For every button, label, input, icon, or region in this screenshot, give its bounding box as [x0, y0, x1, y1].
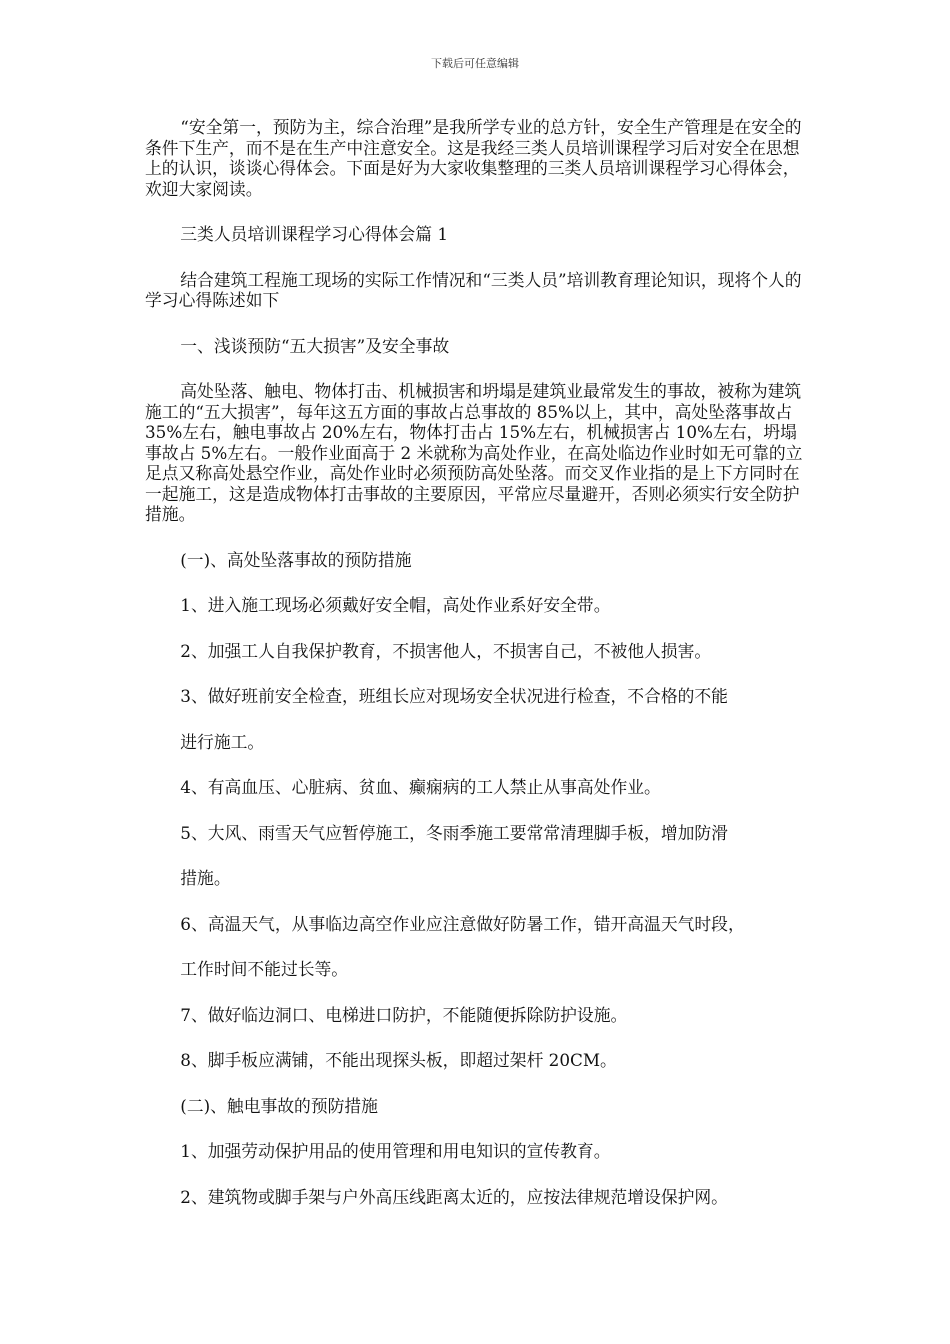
article-title: 三类人员培训课程学习心得体会篇 1: [180, 224, 448, 244]
list-item: 3、做好班前安全检查，班组长应对现场安全状况进行检查，不合格的不能: [180, 686, 728, 706]
list-item: 5、大风、雨雪天气应暂停施工，冬雨季施工要常常清理脚手板，增加防滑: [180, 822, 728, 843]
list-item: 4、有高血压、心脏病、贫血、癫痫病的工人禁止从事高处作业。: [180, 777, 661, 797]
section-heading-1: 一、浅谈预防“五大损害”及安全事故: [180, 335, 450, 356]
list-item: 8、脚手板应满铺，不能出现探头板，即超过架杆 20CM。: [180, 1050, 617, 1070]
list-item-continuation: 措施。: [180, 868, 231, 888]
five-injuries-paragraph: 高处坠落、触电、物体打击、机械损害和坍塌是建筑业最常发生的事故，被称为建筑施工的“五大损害”，每年这五方面的事故占总事故的 85%以上，其中，高处坠落事故占 35%左右，触电事故占 20%左右，物体打击占 15%左右，机械损害占 10%左右，坍塌事故占 5%左右。一般作业面高于 2 米就称为高处作业，在高处临边作业时如无可靠的立足点又称高处悬空作业，高处作业时必须预防高处坠落。而交叉作业指的是上下方同时在一起施工，这是造成物体打击事故的主要原因，平常应尽量避开，否则必须实行安全防护措施。: [145, 381, 803, 524]
list-item: 6、高温天气，从事临边高空作业应注意做好防暑工作，错开高温天气时段，: [180, 913, 745, 934]
list-item-continuation: 工作时间不能过长等。: [180, 959, 349, 979]
list-item-continuation: 进行施工。: [180, 731, 265, 752]
document-body: [145, 117, 805, 1207]
list-item: 1、加强劳动保护用品的使用管理和用电知识的宣传教育。: [180, 1141, 611, 1161]
subsection-heading-fall: (一)、高处坠落事故的预防措施: [180, 549, 412, 570]
list-item: 1、进入施工现场必须戴好安全帽，高处作业系好安全带。: [180, 595, 611, 615]
page-header-note: 下载后可任意编辑: [431, 57, 519, 70]
intro-paragraph: “安全第一，预防为主，综合治理”是我所学专业的总方针，安全生产管理是在安全的条件下生产，而不是在生产中注意安全。这是我经三类人员培训课程学习后对安全在思想上的认识，谈谈心得体会。下面是好为大家收集整理的三类人员培训课程学习心得体会，欢迎大家阅读。: [145, 117, 802, 199]
opening-paragraph: 结合建筑工程施工现场的实际工作情况和“三类人员”培训教育理论知识，现将个人的学习心得陈述如下: [145, 269, 802, 310]
list-item: 2、建筑物或脚手架与户外高压线距离太近的，应按法律规范增设保护网。: [180, 1186, 728, 1207]
list-item: 2、加强工人自我保护教育，不损害他人，不损害自己，不被他人损害。: [180, 640, 712, 661]
subsection-heading-electric: (二)、触电事故的预防措施: [180, 1095, 378, 1116]
list-item: 7、做好临边洞口、电梯进口防护，不能随便拆除防护设施。: [180, 1004, 628, 1025]
